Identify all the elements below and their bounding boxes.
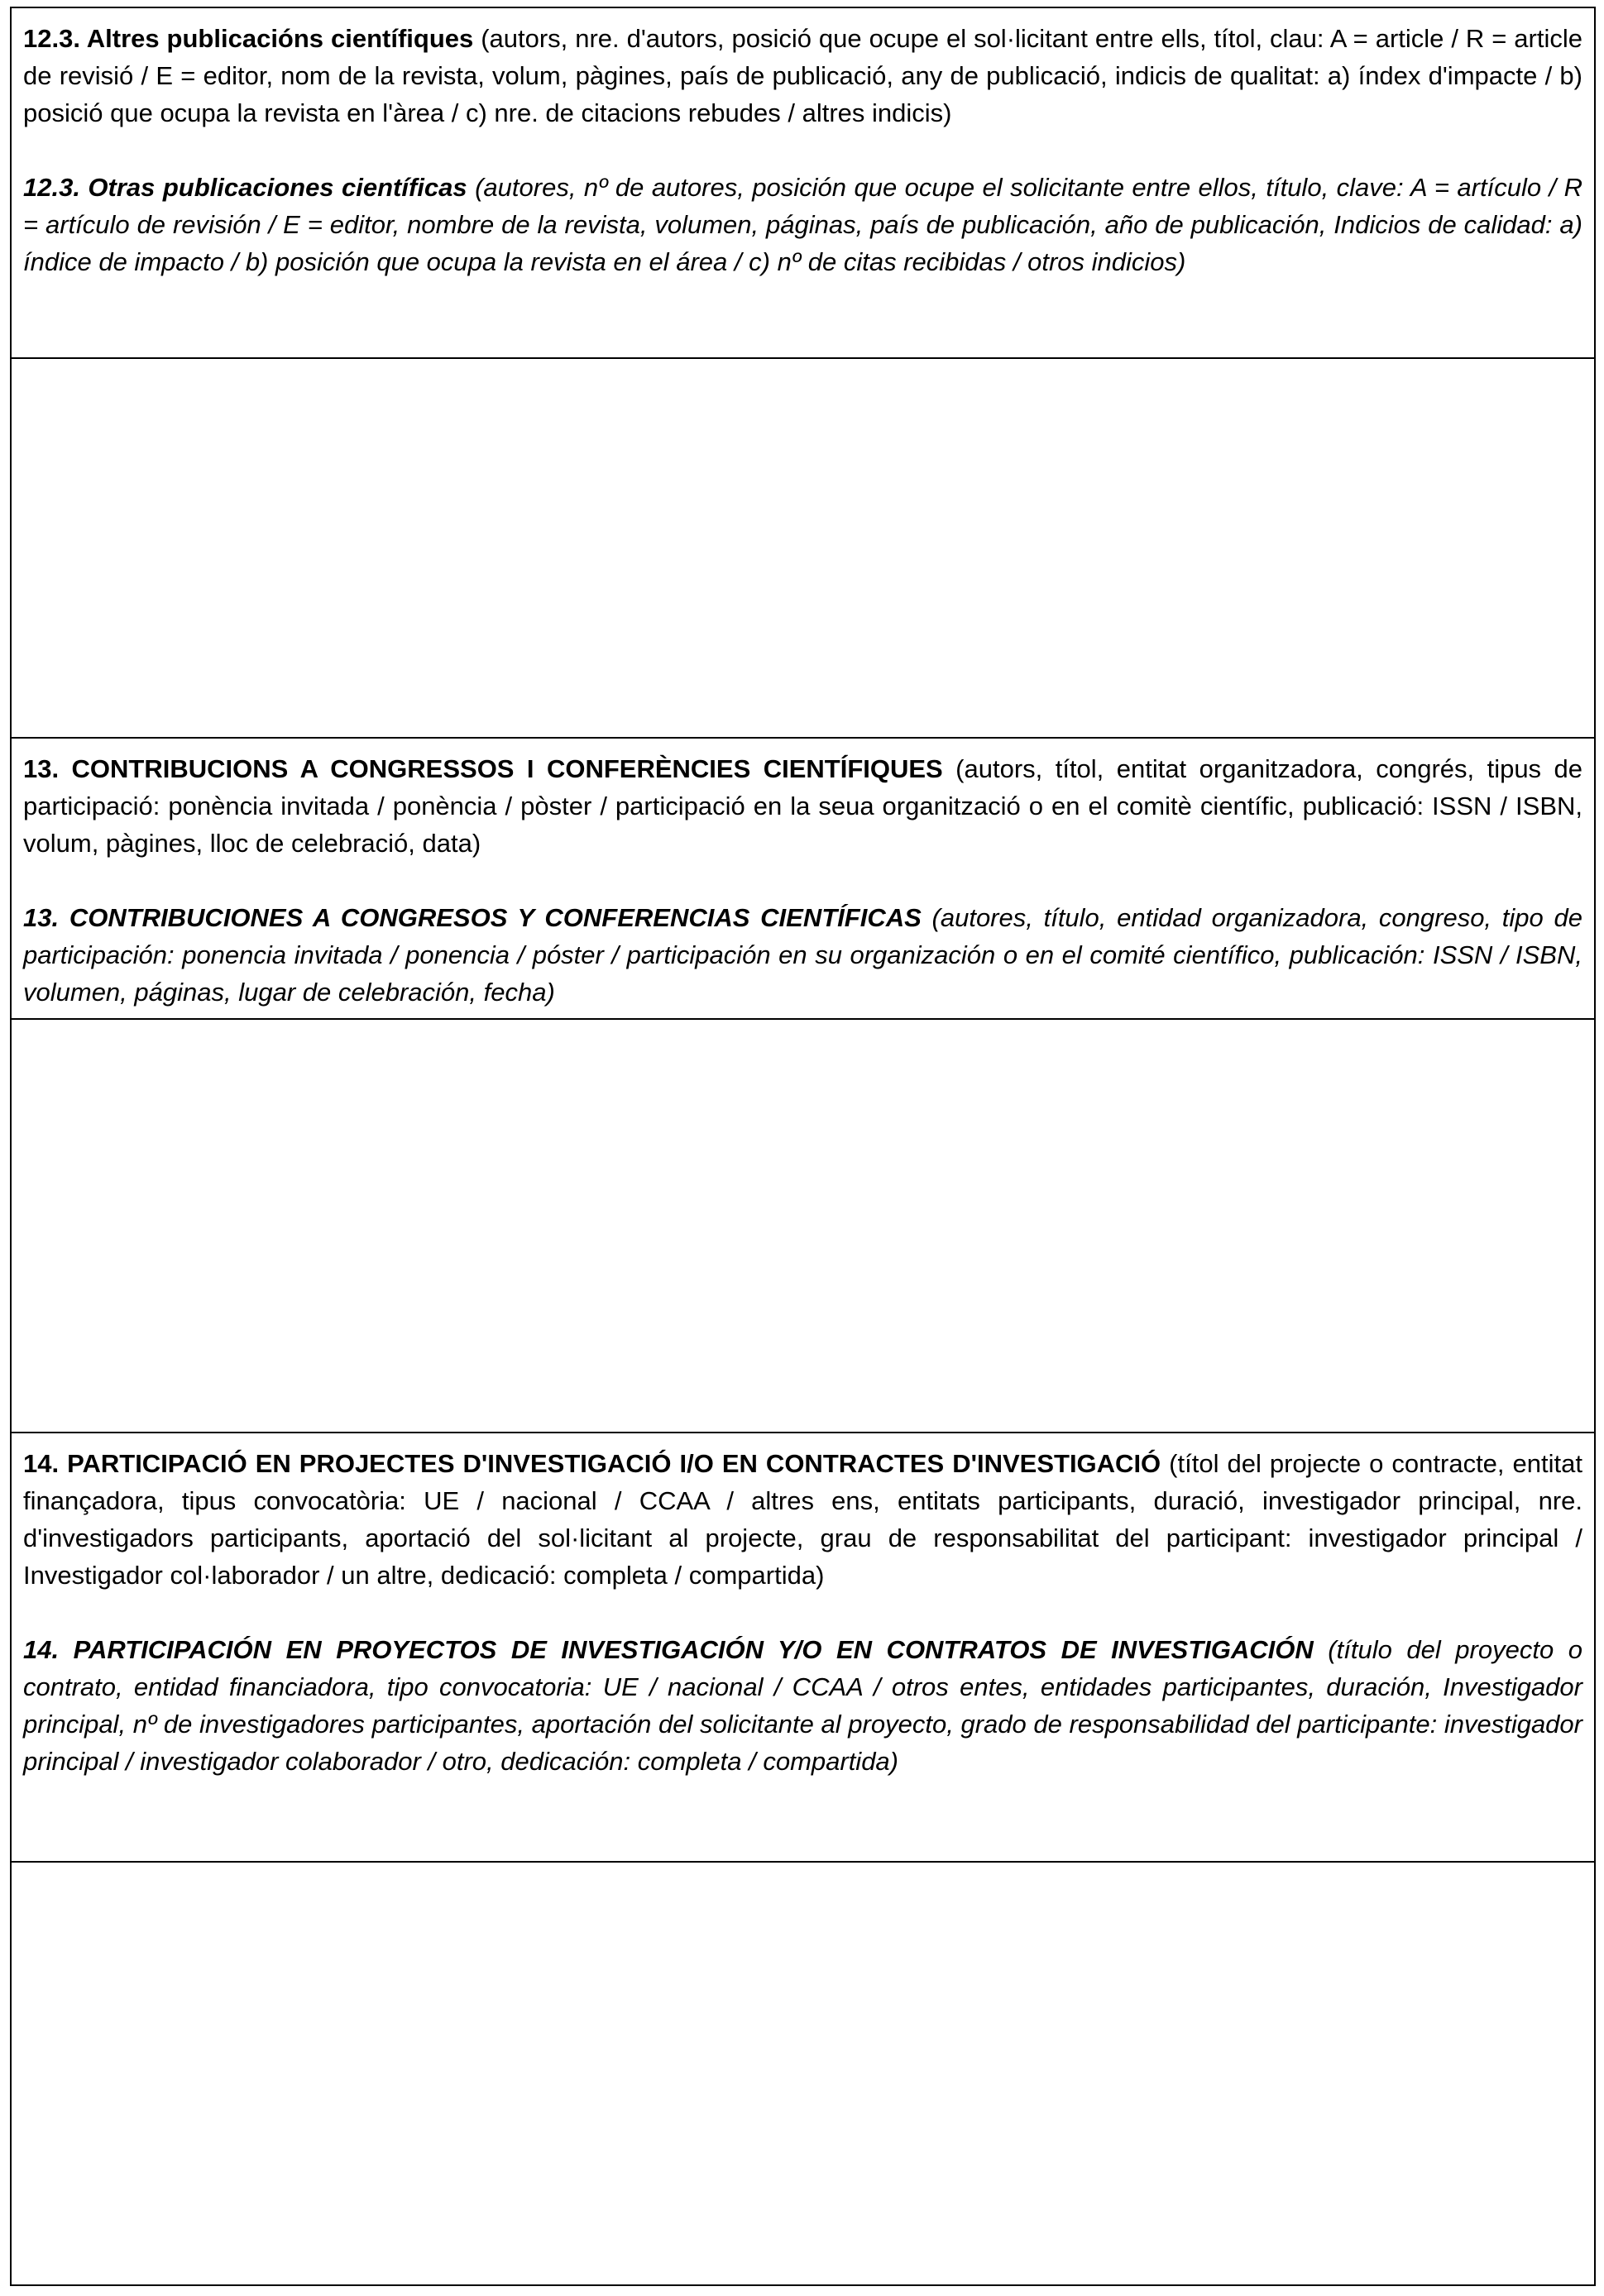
section-13-es-text: (autores, título, entidad organizadora, congreso, tipo de participación: ponencia invitada / ponencia / póster / participación en su organización o en el comité científico, publicación: ISSN / ISBN, volumen, páginas, lugar de celebración, fecha) (23, 903, 1582, 1007)
section-12-3-answer-field[interactable] (12, 359, 1594, 739)
section-13-es (23, 899, 1582, 1011)
section-13-es-title: 13. CONTRIBUCIONES A CONGRESOS Y CONFERENCIAS CIENTÍFICAS (23, 903, 922, 932)
section-13-header (12, 739, 1594, 1020)
section-14-es-title: 14. PARTICIPACIÓN EN PROYECTOS DE INVESTIGACIÓN Y/O EN CONTRATOS DE INVESTIGACIÓN (23, 1635, 1314, 1664)
section-14-ca-text: (títol del projecte o contracte, entitat finançadora, tipus convocatòria: UE / nacional / CCAA / altres ens, entitats participants, duració, investigador principal, nre. d'investigadors participants, aportació del sol·licitant al projecte, grau de responsabilitat del participant: investigador principal / Investigador col·laborador / un altre, dedicació: completa / compartida) (23, 1449, 1582, 1590)
section-12-3-ca-title: 12.3. Altres publicacións científiques (23, 24, 474, 53)
section-13-ca-title: 13. CONTRIBUCIONS A CONGRESSOS I CONFERÈNCIES CIENTÍFIQUES (23, 754, 943, 783)
section-12-3-es-title: 12.3. Otras publicaciones científicas (23, 173, 467, 202)
section-14-ca-title: 14. PARTICIPACIÓ EN PROJECTES D'INVESTIGACIÓ I/O EN CONTRACTES D'INVESTIGACIÓ (23, 1449, 1161, 1478)
section-14-header (12, 1433, 1594, 1863)
section-14-answer-field[interactable] (12, 1863, 1594, 2284)
form-table (10, 7, 1596, 2286)
section-12-3-ca (23, 20, 1582, 132)
section-13-ca (23, 750, 1582, 862)
section-12-3-es (23, 169, 1582, 280)
section-14-es-text: (título del proyecto o contrato, entidad financiadora, tipo convocatoria: UE / nacional / CCAA / otros entes, entidades participantes, duración, Investigador principal, nº de investigadores participantes, aportación del solicitante al proyecto, grado de responsabilidad del participante: investigador principal / investigador colaborador / otro, dedicación: completa / compartida) (23, 1635, 1582, 1776)
section-14-es (23, 1631, 1582, 1780)
section-12-3-es-text: (autores, nº de autores, posición que ocupe el solicitante entre ellos, título, clave: A = artículo / R = artículo de revisión / E = editor, nombre de la revista, volumen, páginas, país de publicación, año de publicación, Indicios de calidad: a) índice de impacto / b) posición que ocupa la revista en el área / c) nº de citas recibidas / otros indicios) (23, 173, 1582, 276)
section-12-3-ca-text: (autors, nre. d'autors, posició que ocupe el sol·licitant entre ells, títol, clau: A = article / R = article de revisió / E = editor, nom de la revista, volum, pàgines, país de publicació, any de publicació, indicis de qualitat: a) índex d'impacte / b) posició que ocupa la revista en l'àrea / c) nre. de citacions rebudes / altres indicis) (23, 24, 1582, 127)
section-13-answer-field[interactable] (12, 1020, 1594, 1433)
section-13-ca-text: (autors, títol, entitat organitzadora, congrés, tipus de participació: ponència invitada / ponència / pòster / participació en la seua organització o en el comitè científic, publicació: ISSN / ISBN, volum, pàgines, lloc de celebració, data) (23, 754, 1582, 858)
section-12-3-header (12, 8, 1594, 359)
section-14-ca (23, 1445, 1582, 1594)
